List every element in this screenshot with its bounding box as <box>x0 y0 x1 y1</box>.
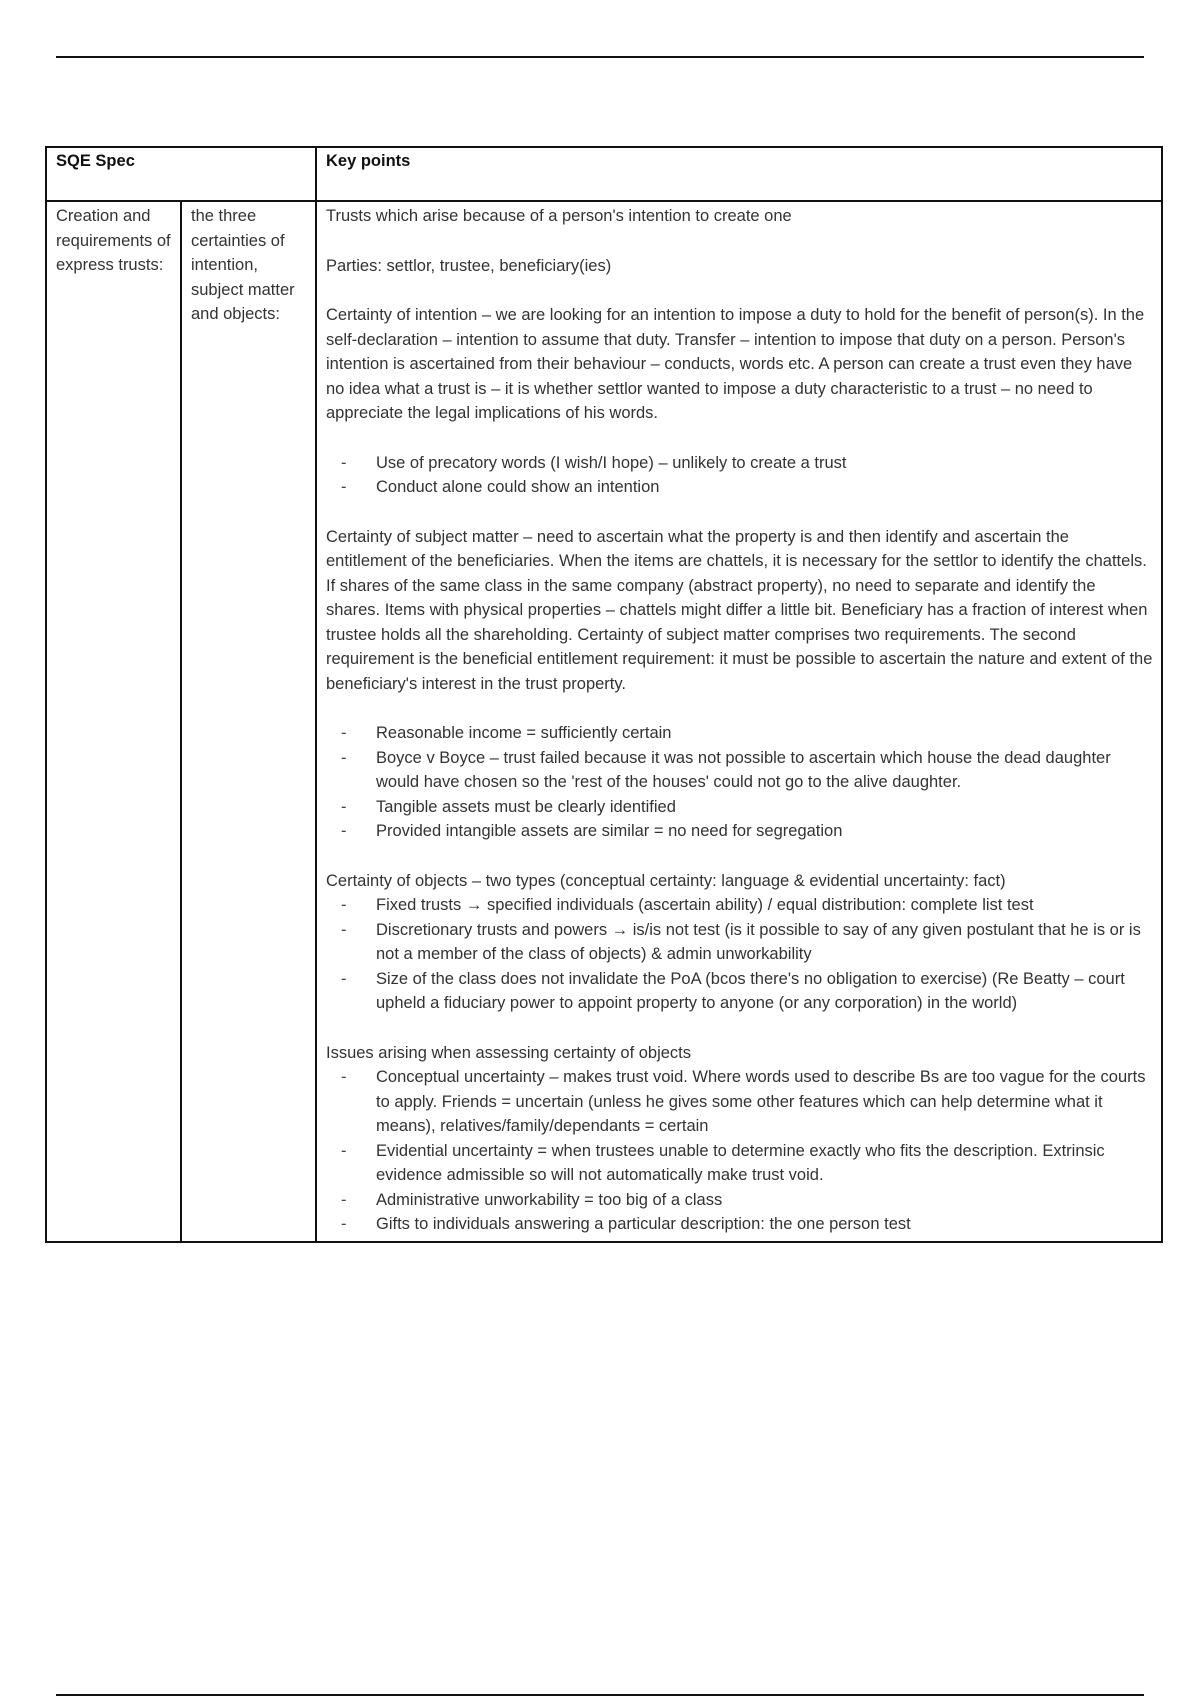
key-points-header: Key points <box>316 147 1162 201</box>
list-item: - Tangible assets must be clearly identified <box>376 795 1153 820</box>
spec-subtopic-cell <box>181 201 316 1242</box>
key-points-cell <box>316 201 1162 1242</box>
list-item: - Evidential uncertainty = when trustees unable to determine exactly who fits the description. Extrinsic evidence admissible so will not automatically make trust void. <box>376 1139 1153 1188</box>
certainty-of-intention-paragraph: Certainty of intention – we are looking for an intention to impose a duty to hold for the benefit of person(s). In the self-declaration – intention to assume that duty. Transfer – intention to impose that duty on a person. Person's intention is ascertained from their behaviour – conducts, words etc. A person can create a trust even they have no idea what a trust is – it is whether settlor wanted to impose a duty characteristic to a trust – no need to appreciate the legal implications of his words. <box>326 306 1145 422</box>
list-item: - Reasonable income = sufficiently certain <box>376 721 1153 746</box>
sqe-spec-header: SQE Spec <box>46 147 316 201</box>
certainty-of-subject-matter-paragraph: Certainty of subject matter – need to ascertain what the property is and then identify and ascertain the entitlement of the beneficiaries. When the items are chattels, it is necessary for the settlor to identify the chattels. If shares of the same class in the same company (abstract property), no need to separate and identify the shares. Items with physical properties – chattels might differ a little bit. Beneficiary has a fraction of interest when trustee holds all the shareholding. Certainty of subject matter comprises two requirements. The second requirement is the beneficial entitlement requirement: it must be possible to ascertain the nature and extent of the beneficiary's interest in the trust property. <box>326 527 1153 693</box>
list-item: - Gifts to individuals answering a particular description: the one person test <box>376 1212 1153 1237</box>
list-item: - Size of the class does not invalidate the PoA (bcos there's no obligation to exercise) (Re Beatty – court upheld a fiduciary power to appoint property to anyone (or any corporation) in the world) <box>376 967 1153 1016</box>
list-item: - Boyce v Boyce – trust failed because it was not possible to ascertain which house the dead daughter would have chosen so the 'rest of the houses' could not go to the alive daughter. <box>376 746 1153 795</box>
objects-bullet-list <box>326 893 1153 1016</box>
sqe-spec-table <box>45 146 1163 1243</box>
issues-heading: Issues arising when assessing certainty of objects <box>326 1043 692 1062</box>
intro-text: Trusts which arise because of a person's intention to create one <box>326 207 792 225</box>
list-item: - Conceptual uncertainty – makes trust void. Where words used to describe Bs are too vague for the courts to apply. Friends = uncertain (unless he gives some other features which can help determine what it means), relatives/family/dependants = certain <box>376 1065 1153 1139</box>
subject-matter-bullet-list <box>326 721 1153 844</box>
issues-bullet-list <box>326 1065 1153 1237</box>
list-item: - Discretionary trusts and powers → is/is not test (is it possible to say of any given postulant that he is or is not a member of the class of objects) & admin unworkability <box>376 918 1153 967</box>
footer-rule <box>56 1694 1144 1696</box>
list-item: - Provided intangible assets are similar = no need for segregation <box>376 819 1153 844</box>
table-row <box>46 201 1162 1242</box>
list-item: - Conduct alone could show an intention <box>376 475 1153 500</box>
table-header-row <box>46 147 1162 201</box>
list-item: - Fixed trusts → specified individuals (ascertain ability) / equal distribution: complete list test <box>376 893 1153 918</box>
key-points-content <box>317 202 1161 1241</box>
list-item: - Use of precatory words (I wish/I hope) – unlikely to create a trust <box>376 451 1153 476</box>
list-item: - Administrative unworkability = too big of a class <box>376 1188 1153 1213</box>
spec-topic: Creation and requirements of express trusts: <box>56 207 171 274</box>
parties-text: Parties: settlor, trustee, beneficiary(ies) <box>326 256 612 275</box>
spec-subtopic: the three certainties of intention, subject matter and objects: <box>191 207 295 323</box>
intention-bullet-list <box>326 451 1153 500</box>
header-rule <box>56 56 1144 58</box>
spec-topic-cell <box>46 201 181 1242</box>
certainty-of-objects-heading: Certainty of objects – two types (conceptual certainty: language & evidential uncertainty: fact) <box>326 871 1006 890</box>
